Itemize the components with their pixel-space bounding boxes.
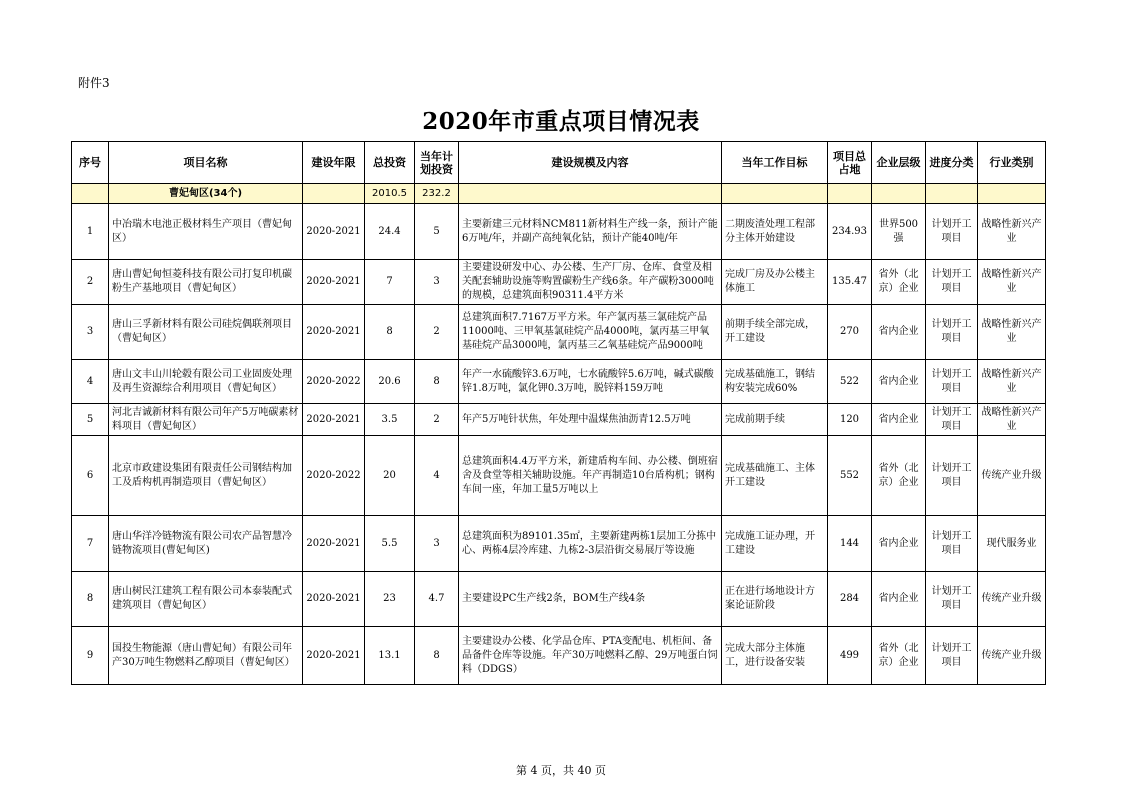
- cell-industry: 战略性新兴产业: [978, 305, 1046, 360]
- cell-land: 499: [828, 627, 872, 685]
- table-row: [72, 627, 1046, 685]
- cell-plan: 4: [415, 436, 459, 516]
- cell-scope: 总建筑面积为89101.35㎡，主要新建两栋1层加工分拣中心、两栋4层冷库建、九栋2-3层沿街交易展厅等设施: [459, 516, 722, 572]
- cell-scope: 主要建设PC生产线2条，BOM生产线4条: [459, 572, 722, 627]
- header-progress: 进度分类: [926, 142, 978, 184]
- cell-total: 8: [365, 305, 415, 360]
- cell-goal: 完成前期手续: [722, 404, 828, 436]
- cell-scope: 年产一水硫酸锌3.6万吨，七水硫酸锌5.6万吨，碱式碳酸锌1.8万吨，氯化钾0.3万吨，脱锌料159万吨: [459, 360, 722, 404]
- cell-total: 20: [365, 436, 415, 516]
- cell-progress: 计划开工项目: [926, 360, 978, 404]
- table-row: [72, 360, 1046, 404]
- cell-seq: 2: [72, 260, 109, 305]
- cell-plan: 5: [415, 204, 459, 260]
- cell-seq: 5: [72, 404, 109, 436]
- cell-industry: 传统产业升级: [978, 627, 1046, 685]
- region-plan: 232.2: [415, 184, 459, 204]
- cell-industry: 传统产业升级: [978, 436, 1046, 516]
- cell-scope: 主要建设办公楼、化学品仓库、PTA变配电、机柜间、备品备件仓库等设施。年产30万吨燃料乙醇、29万吨蛋白饲料（DDGS）: [459, 627, 722, 685]
- region-row: [72, 184, 1046, 204]
- cell-plan: 4.7: [415, 572, 459, 627]
- cell-period: 2020-2021: [303, 627, 365, 685]
- cell-name: 唐山三孚新材料有限公司硅烷偶联剂项目（曹妃甸区）: [109, 305, 303, 360]
- cell-scope: 总建筑面积7.7167万平方米。年产氯丙基三氯硅烷产品11000吨、三甲氧基氯硅烷产品4000吨，氯丙基三甲氧基硅烷产品3000吨，氯丙基三乙氧基硅烷产品9000吨: [459, 305, 722, 360]
- table-header-row: [72, 142, 1046, 184]
- cell-period: 2020-2021: [303, 260, 365, 305]
- cell-goal: 前期手续全部完成，开工建设: [722, 305, 828, 360]
- cell-industry: 现代服务业: [978, 516, 1046, 572]
- cell-progress: 计划开工项目: [926, 627, 978, 685]
- cell-goal: 二期废渣处理工程部分主体开始建设: [722, 204, 828, 260]
- cell-plan: 3: [415, 516, 459, 572]
- cell-land: 135.47: [828, 260, 872, 305]
- header-name: 项目名称: [109, 142, 303, 184]
- header-level: 企业层级: [872, 142, 926, 184]
- cell-scope: 年产5万吨针状焦，年处理中温煤焦油沥青12.5万吨: [459, 404, 722, 436]
- cell-progress: 计划开工项目: [926, 436, 978, 516]
- cell-name: 唐山曹妃甸恒菱科技有限公司打复印机碳粉生产基地项目（曹妃甸区）: [109, 260, 303, 305]
- cell-goal: 完成厂房及办公楼主体施工: [722, 260, 828, 305]
- cell-seq: 3: [72, 305, 109, 360]
- cell-name: 北京市政建设集团有限责任公司钢结构加工及盾构机再制造项目（曹妃甸区）: [109, 436, 303, 516]
- cell-level: 省内企业: [872, 404, 926, 436]
- cell-land: 270: [828, 305, 872, 360]
- cell-plan: 3: [415, 260, 459, 305]
- cell-name: 国投生物能源（唐山曹妃甸）有限公司年产30万吨生物燃料乙醇项目（曹妃甸区）: [109, 627, 303, 685]
- cell-land: 144: [828, 516, 872, 572]
- cell-goal: 完成大部分主体施工，进行设备安装: [722, 627, 828, 685]
- cell-industry: 传统产业升级: [978, 572, 1046, 627]
- cell-level: 省外（北京）企业: [872, 260, 926, 305]
- cell-progress: 计划开工项目: [926, 260, 978, 305]
- cell-level: 世界500强: [872, 204, 926, 260]
- region-name: 曹妃甸区(34个): [109, 184, 303, 204]
- table-row: [72, 572, 1046, 627]
- cell-name: 中冶瑞木电池正极材料生产项目（曹妃甸区）: [109, 204, 303, 260]
- cell-progress: 计划开工项目: [926, 305, 978, 360]
- table-row: [72, 404, 1046, 436]
- cell-industry: 战略性新兴产业: [978, 404, 1046, 436]
- attachment-label: 附件3: [78, 76, 110, 90]
- cell-level: 省内企业: [872, 305, 926, 360]
- cell-period: 2020-2022: [303, 360, 365, 404]
- cell-total: 7: [365, 260, 415, 305]
- cell-progress: 计划开工项目: [926, 404, 978, 436]
- cell-land: 120: [828, 404, 872, 436]
- table-row: [72, 305, 1046, 360]
- cell-period: 2020-2021: [303, 516, 365, 572]
- cell-total: 5.5: [365, 516, 415, 572]
- cell-plan: 2: [415, 404, 459, 436]
- header-goal: 当年工作目标: [722, 142, 828, 184]
- cell-period: 2020-2022: [303, 436, 365, 516]
- cell-level: 省外（北京）企业: [872, 627, 926, 685]
- cell-land: 552: [828, 436, 872, 516]
- cell-level: 省内企业: [872, 360, 926, 404]
- cell-name: 唐山树民江建筑工程有限公司本泰装配式建筑项目（曹妃甸区）: [109, 572, 303, 627]
- cell-industry: 战略性新兴产业: [978, 360, 1046, 404]
- header-plan: 当年计划投资: [415, 142, 459, 184]
- page-footer: 第 4 页，共 40 页: [516, 764, 606, 777]
- cell-name: 唐山文丰山川轮毂有限公司工业固废处理及再生资源综合利用项目（曹妃甸区）: [109, 360, 303, 404]
- cell-total: 3.5: [365, 404, 415, 436]
- cell-total: 24.4: [365, 204, 415, 260]
- table-row: [72, 436, 1046, 516]
- cell-goal: 完成基础施工、主体开工建设: [722, 436, 828, 516]
- cell-level: 省内企业: [872, 572, 926, 627]
- cell-seq: 9: [72, 627, 109, 685]
- cell-land: 234.93: [828, 204, 872, 260]
- cell-seq: 1: [72, 204, 109, 260]
- cell-plan: 2: [415, 305, 459, 360]
- cell-period: 2020-2021: [303, 404, 365, 436]
- header-period: 建设年限: [303, 142, 365, 184]
- cell-goal: 正在进行场地设计方案论证阶段: [722, 572, 828, 627]
- cell-seq: 7: [72, 516, 109, 572]
- cell-land: 522: [828, 360, 872, 404]
- cell-scope: 总建筑面积4.4万平方米，新建盾构车间、办公楼、倒班宿舍及食堂等相关辅助设施。年产再制造10台盾构机；钢构车间一座，年加工量5万吨以上: [459, 436, 722, 516]
- header-total: 总投资: [365, 142, 415, 184]
- projects-table: [71, 141, 1046, 685]
- header-scope: 建设规模及内容: [459, 142, 722, 184]
- cell-name: 唐山华洋冷链物流有限公司农产品智慧冷链物流项目(曹妃甸区): [109, 516, 303, 572]
- cell-plan: 8: [415, 627, 459, 685]
- table-row: [72, 516, 1046, 572]
- header-industry: 行业类别: [978, 142, 1046, 184]
- cell-industry: 战略性新兴产业: [978, 204, 1046, 260]
- cell-level: 省内企业: [872, 516, 926, 572]
- cell-name: 河北吉诚新材料有限公司年产5万吨碳素材料项目（曹妃甸区）: [109, 404, 303, 436]
- header-seq: 序号: [72, 142, 109, 184]
- cell-goal: 完成基础施工，钢结构安装完成60%: [722, 360, 828, 404]
- cell-period: 2020-2021: [303, 572, 365, 627]
- cell-scope: 主要新建三元材料NCM811新材料生产线一条，预计产能6万吨/年，并副产高纯氧化钴，预计产能40吨/年: [459, 204, 722, 260]
- table-row: [72, 260, 1046, 305]
- cell-seq: 8: [72, 572, 109, 627]
- cell-seq: 4: [72, 360, 109, 404]
- cell-progress: 计划开工项目: [926, 204, 978, 260]
- cell-period: 2020-2021: [303, 305, 365, 360]
- cell-progress: 计划开工项目: [926, 572, 978, 627]
- cell-goal: 完成施工证办理，开工建设: [722, 516, 828, 572]
- cell-total: 23: [365, 572, 415, 627]
- header-land: 项目总占地: [828, 142, 872, 184]
- cell-land: 284: [828, 572, 872, 627]
- cell-level: 省外（北京）企业: [872, 436, 926, 516]
- cell-seq: 6: [72, 436, 109, 516]
- cell-industry: 战略性新兴产业: [978, 260, 1046, 305]
- page-title: 2020年市重点项目情况表: [422, 108, 700, 135]
- cell-progress: 计划开工项目: [926, 516, 978, 572]
- cell-plan: 8: [415, 360, 459, 404]
- cell-period: 2020-2021: [303, 204, 365, 260]
- cell-total: 13.1: [365, 627, 415, 685]
- cell-scope: 主要建设研发中心、办公楼、生产厂房、仓库、食堂及相关配套辅助设施等购置碳粉生产线6条。年产碳粉3000吨的规模，总建筑面积90311.4平方米: [459, 260, 722, 305]
- region-total: 2010.5: [365, 184, 415, 204]
- cell-total: 20.6: [365, 360, 415, 404]
- table-row: [72, 204, 1046, 260]
